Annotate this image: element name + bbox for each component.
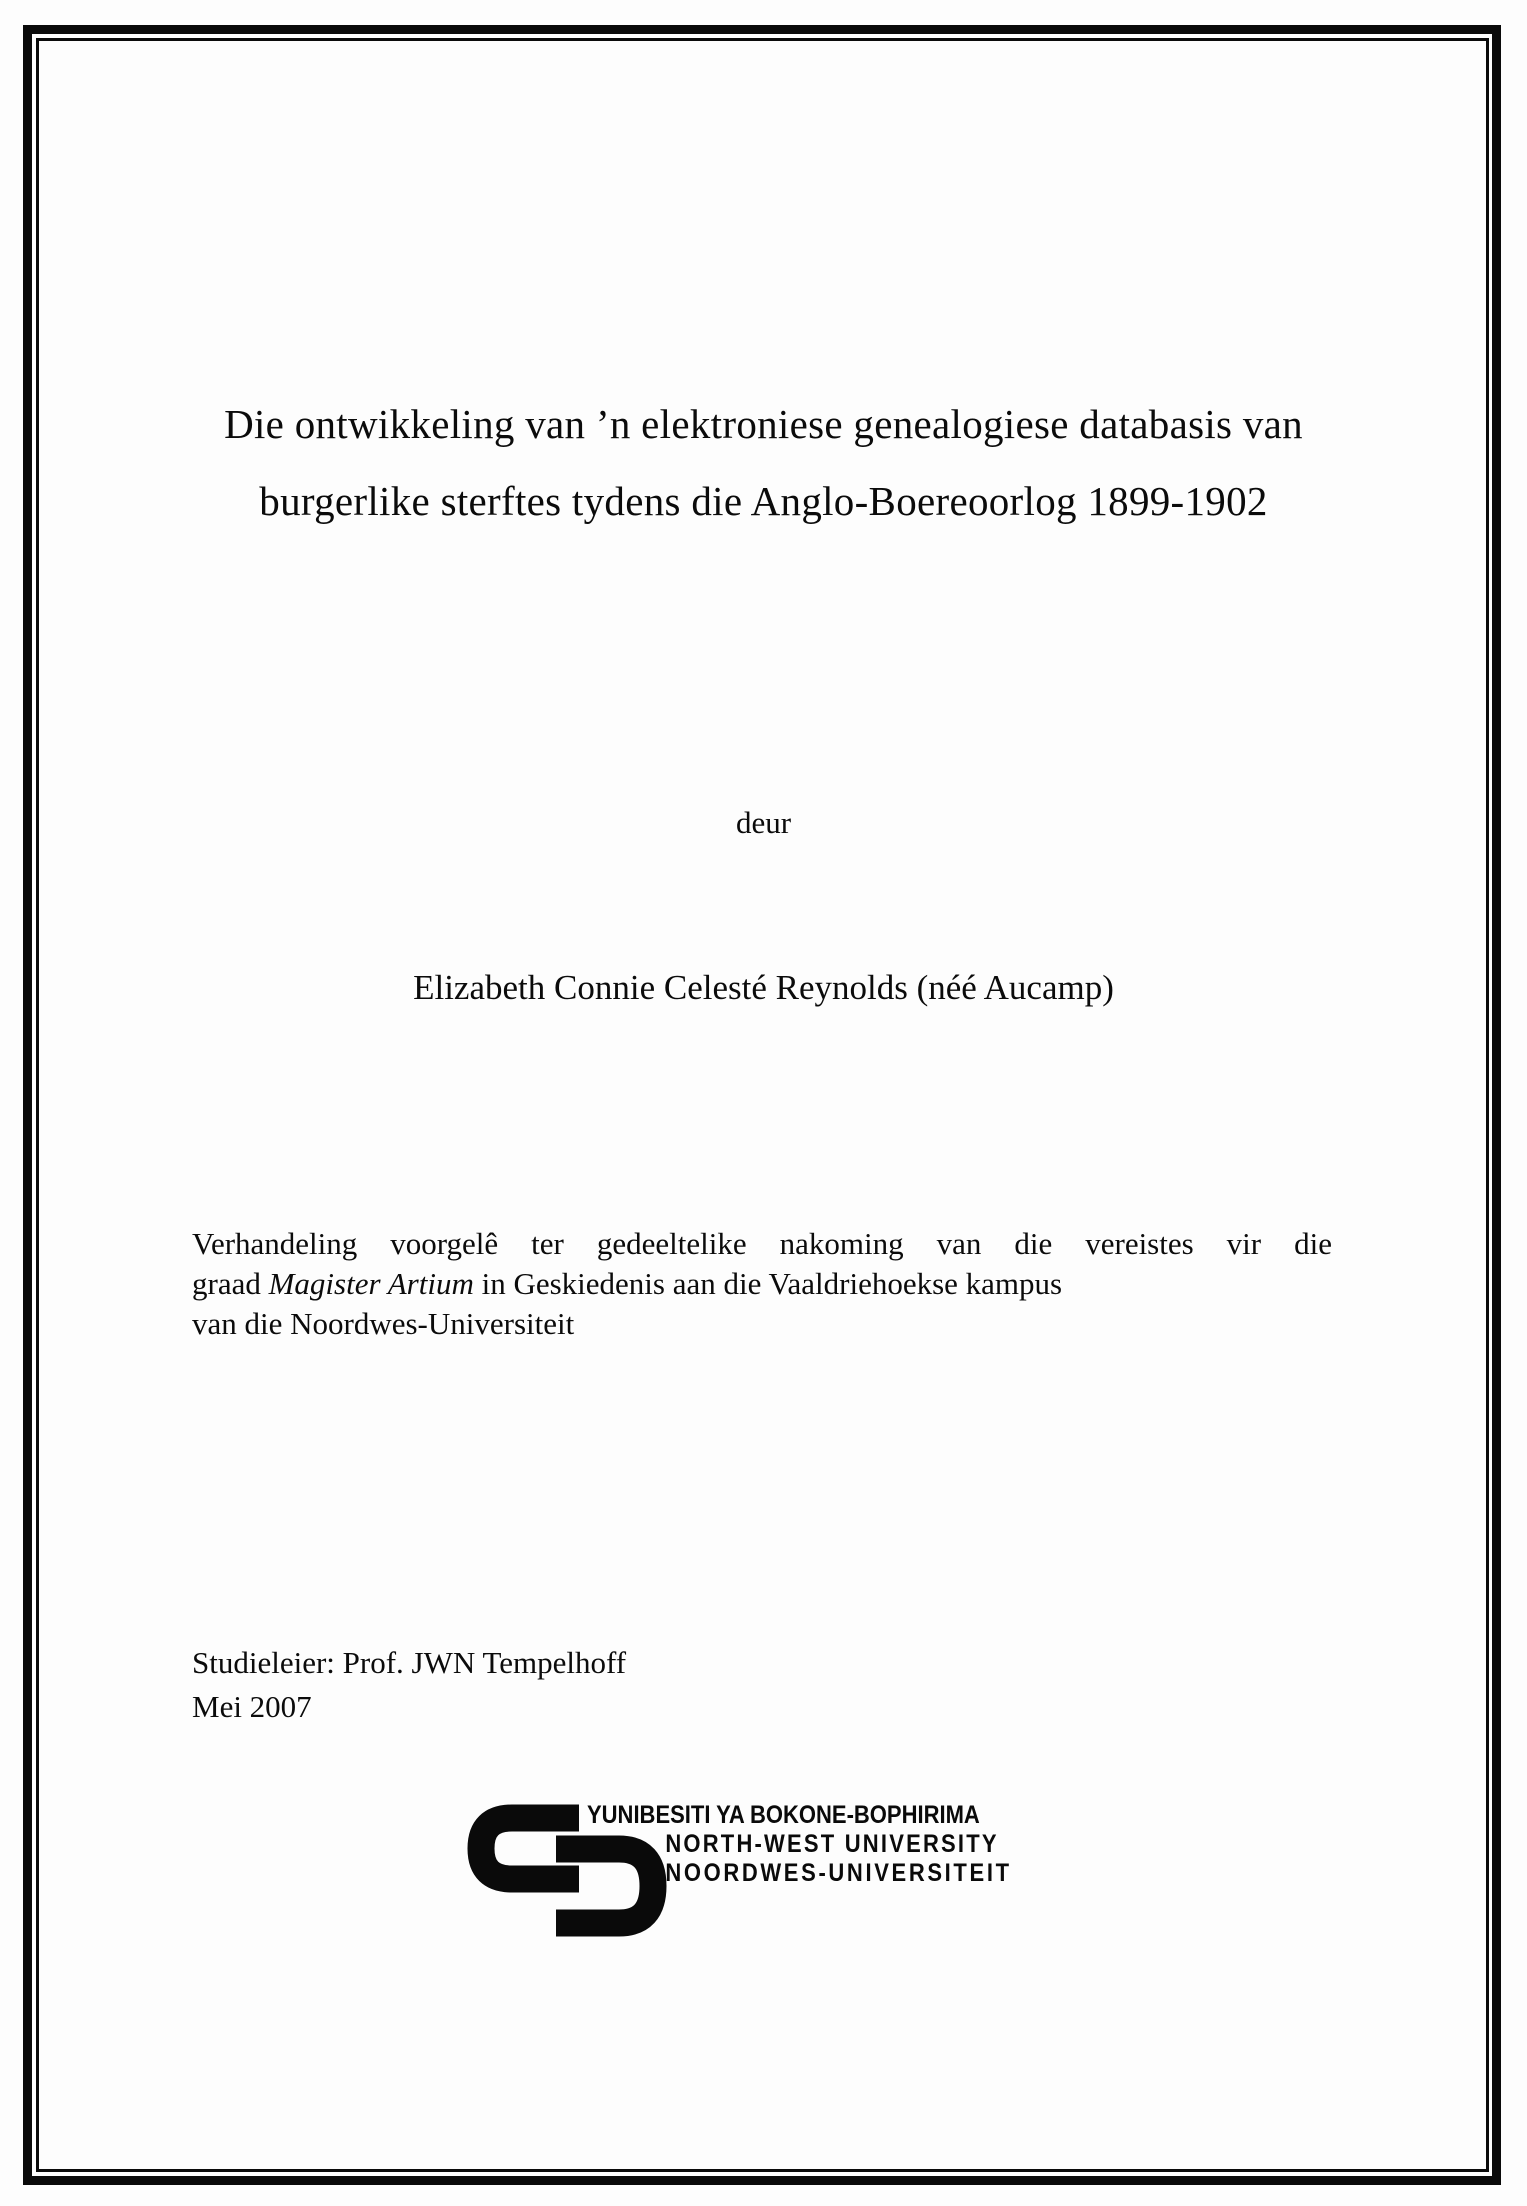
supervisor-block: [192, 1641, 626, 1729]
declaration-line-3: van die Noordwes-Universiteit: [192, 1306, 575, 1341]
magister-artium-italic: Magister Artium: [268, 1266, 474, 1301]
author-name: Elizabeth Connie Celesté Reynolds (néé Aucamp): [413, 968, 1114, 1007]
nwu-logo: [467, 1798, 1127, 1948]
nwu-logo-line-1: YUNIBESITI YA BOKONE-BOPHIRIMA: [587, 1801, 980, 1829]
declaration-paragraph: [192, 1224, 1332, 1344]
byline-deur: deur: [735, 805, 792, 840]
title-line-1: Die ontwikkeling van ’n elektroniese genealogiese databasis van: [224, 401, 1303, 447]
declaration-line-1: Verhandeling voorgelê ter gedeeltelike nakoming van die vereistes vir die: [192, 1226, 1332, 1261]
nwu-logo-line-3: NOORDWES-UNIVERSITEIT: [665, 1859, 1012, 1887]
declaration-line-2-pre: graad: [192, 1266, 269, 1301]
date-line: Mei 2007: [192, 1689, 312, 1724]
nwu-logo-text: [587, 1798, 1012, 1888]
thesis-title: [0, 386, 1527, 540]
declaration-line-2-post: in Geskiedenis aan die Vaaldriehoekse kampus: [473, 1266, 1063, 1301]
title-line-2: burgerlike sterftes tydens die Anglo-Boereoorlog 1899-1902: [259, 478, 1268, 524]
nwu-logo-line-2: NORTH-WEST UNIVERSITY: [665, 1830, 999, 1858]
supervisor-line: Studieleier: Prof. JWN Tempelhoff: [192, 1645, 627, 1680]
declaration-line-2: [192, 1264, 1332, 1304]
